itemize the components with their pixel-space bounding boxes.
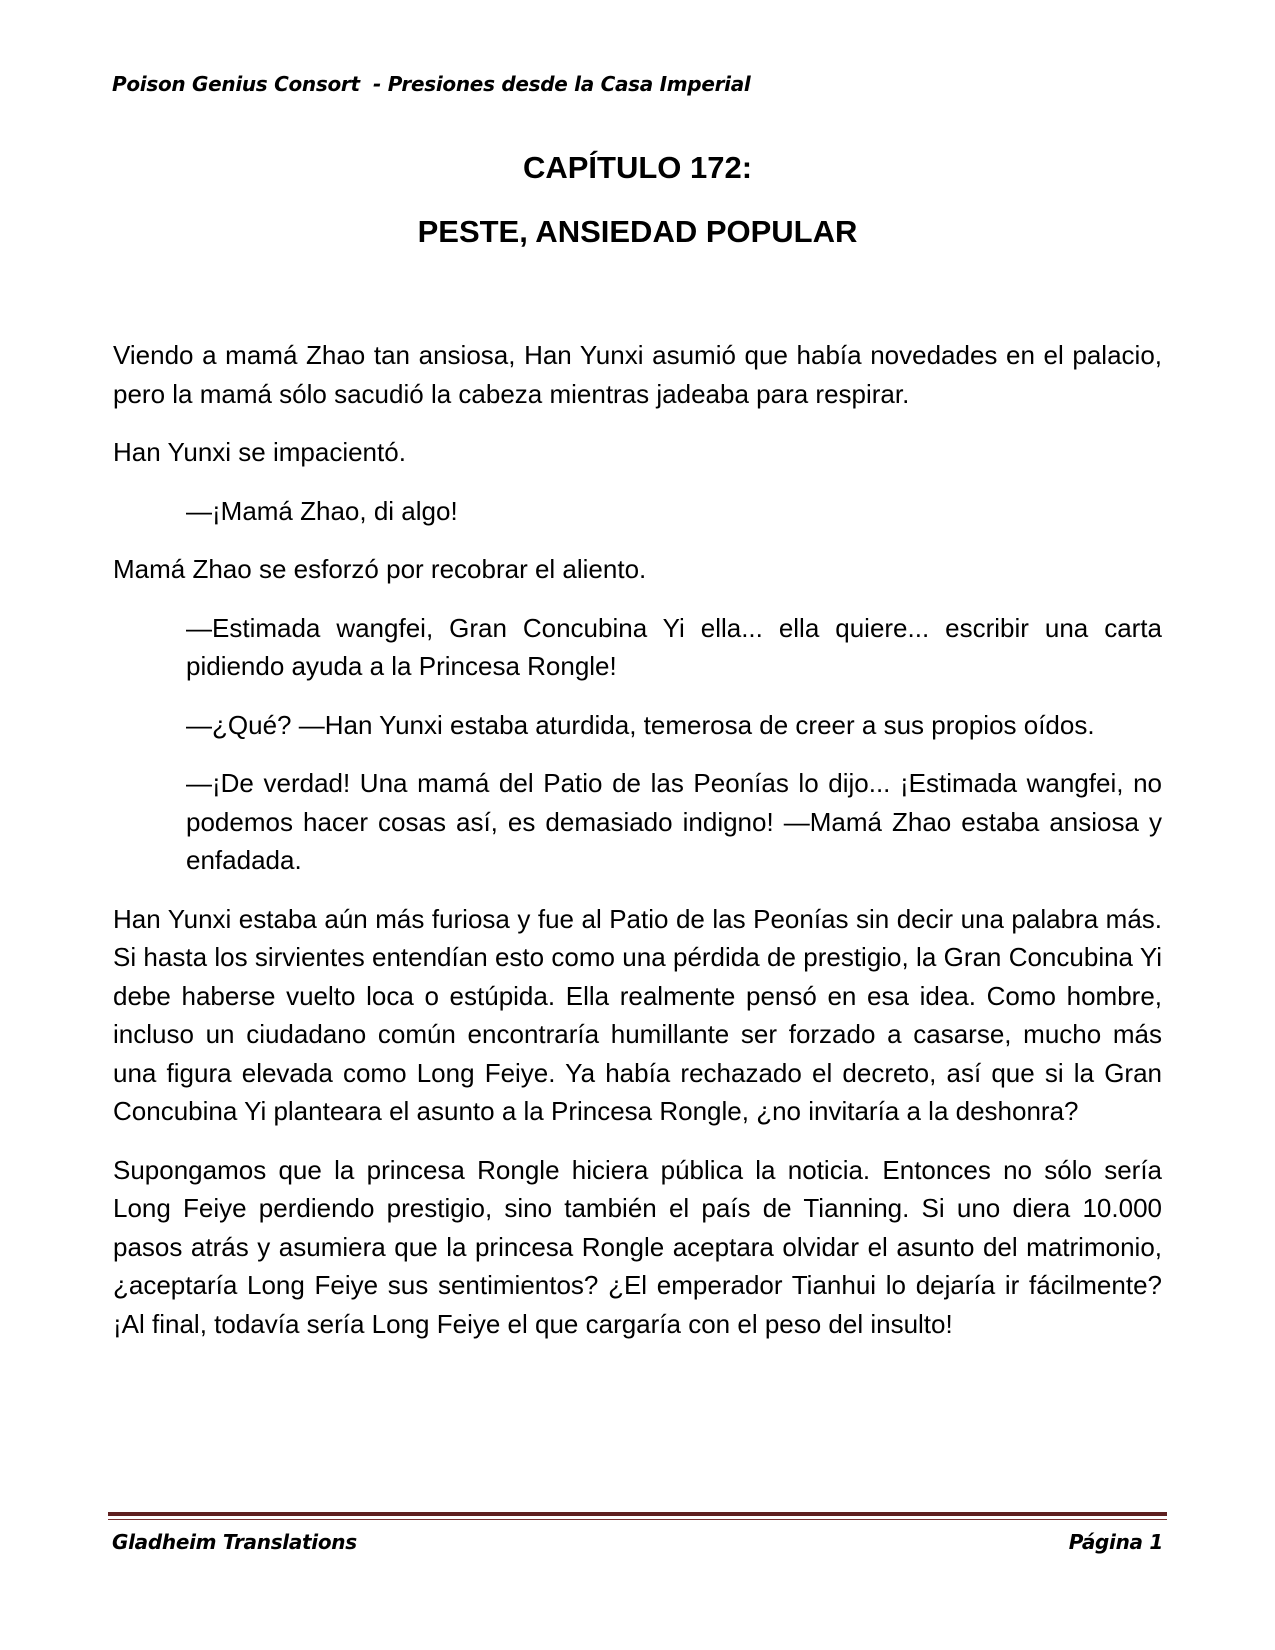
- page-number: Página 1: [1068, 1530, 1163, 1554]
- dialogue-paragraph: —¿Qué? —Han Yunxi estaba aturdida, temerosa de creer a sus propios oídos.: [186, 709, 1095, 740]
- paragraph: Supongamos que la princesa Rongle hiciera pública la noticia. Entonces no sólo sería Long Feiye perdiendo prestigio, sino también el país de Tianning. Si uno diera 10.000 pasos atrás y asumiera que la princesa Rongle aceptara olvidar el asunto del matrimonio, ¿aceptaría Long Feiye sus sentimientos? ¿El emperador Tianhui lo dejaría ir fácilmente? ¡Al final, todavía sería Long Feiye el que cargaría con el peso del insulto!: [113, 1154, 1162, 1339]
- paragraph: Mamá Zhao se esforzó por recobrar el aliento.: [113, 554, 647, 584]
- chapter-body: [113, 336, 1162, 1363]
- footer-publisher: Gladheim Translations: [112, 1530, 357, 1554]
- paragraph: Viendo a mamá Zhao tan ansiosa, Han Yunxi asumió que había novedades en el palacio, pero la mamá sólo sacudió la cabeza mientras jadeaba para respirar.: [113, 340, 1162, 409]
- paragraph: Han Yunxi estaba aún más furiosa y fue al Patio de las Peonías sin decir una palabra más. Si hasta los sirvientes entendían esto como una pérdida de prestigio, la Gran Concubina Yi debe haberse vuelto loca o estúpida. Ella realmente pensó en esa idea. Como hombre, incluso un ciudadano común encontraría humillante ser forzado a casarse, mucho más una figura elevada como Long Feiye. Ya había rechazado el decreto, así que si la Gran Concubina Yi planteara el asunto a la Princesa Rongle, ¿no invitaría a la deshonra?: [113, 903, 1162, 1126]
- dialogue-paragraph: —¡De verdad! Una mamá del Patio de las Peonías lo dijo... ¡Estimada wangfei, no podemos hacer cosas así, es demasiado indigno! —Mamá Zhao estaba ansiosa y enfadada.: [186, 768, 1162, 875]
- dialogue-paragraph: —¡Mamá Zhao, di algo!: [186, 495, 458, 526]
- footer-rule-thin: [108, 1519, 1167, 1520]
- chapter-title: PESTE, ANSIEDAD POPULAR: [417, 214, 858, 249]
- footer-rule: [108, 1512, 1167, 1516]
- chapter-number: CAPÍTULO 172:: [522, 150, 753, 185]
- paragraph: Han Yunxi se impacientó.: [113, 437, 406, 467]
- running-header: Poison Genius Consort - Presiones desde la Casa Imperial: [112, 72, 751, 96]
- dialogue-paragraph: —Estimada wangfei, Gran Concubina Yi ella... ella quiere... escribir una carta pidiendo ayuda a la Princesa Rongle!: [186, 612, 1162, 681]
